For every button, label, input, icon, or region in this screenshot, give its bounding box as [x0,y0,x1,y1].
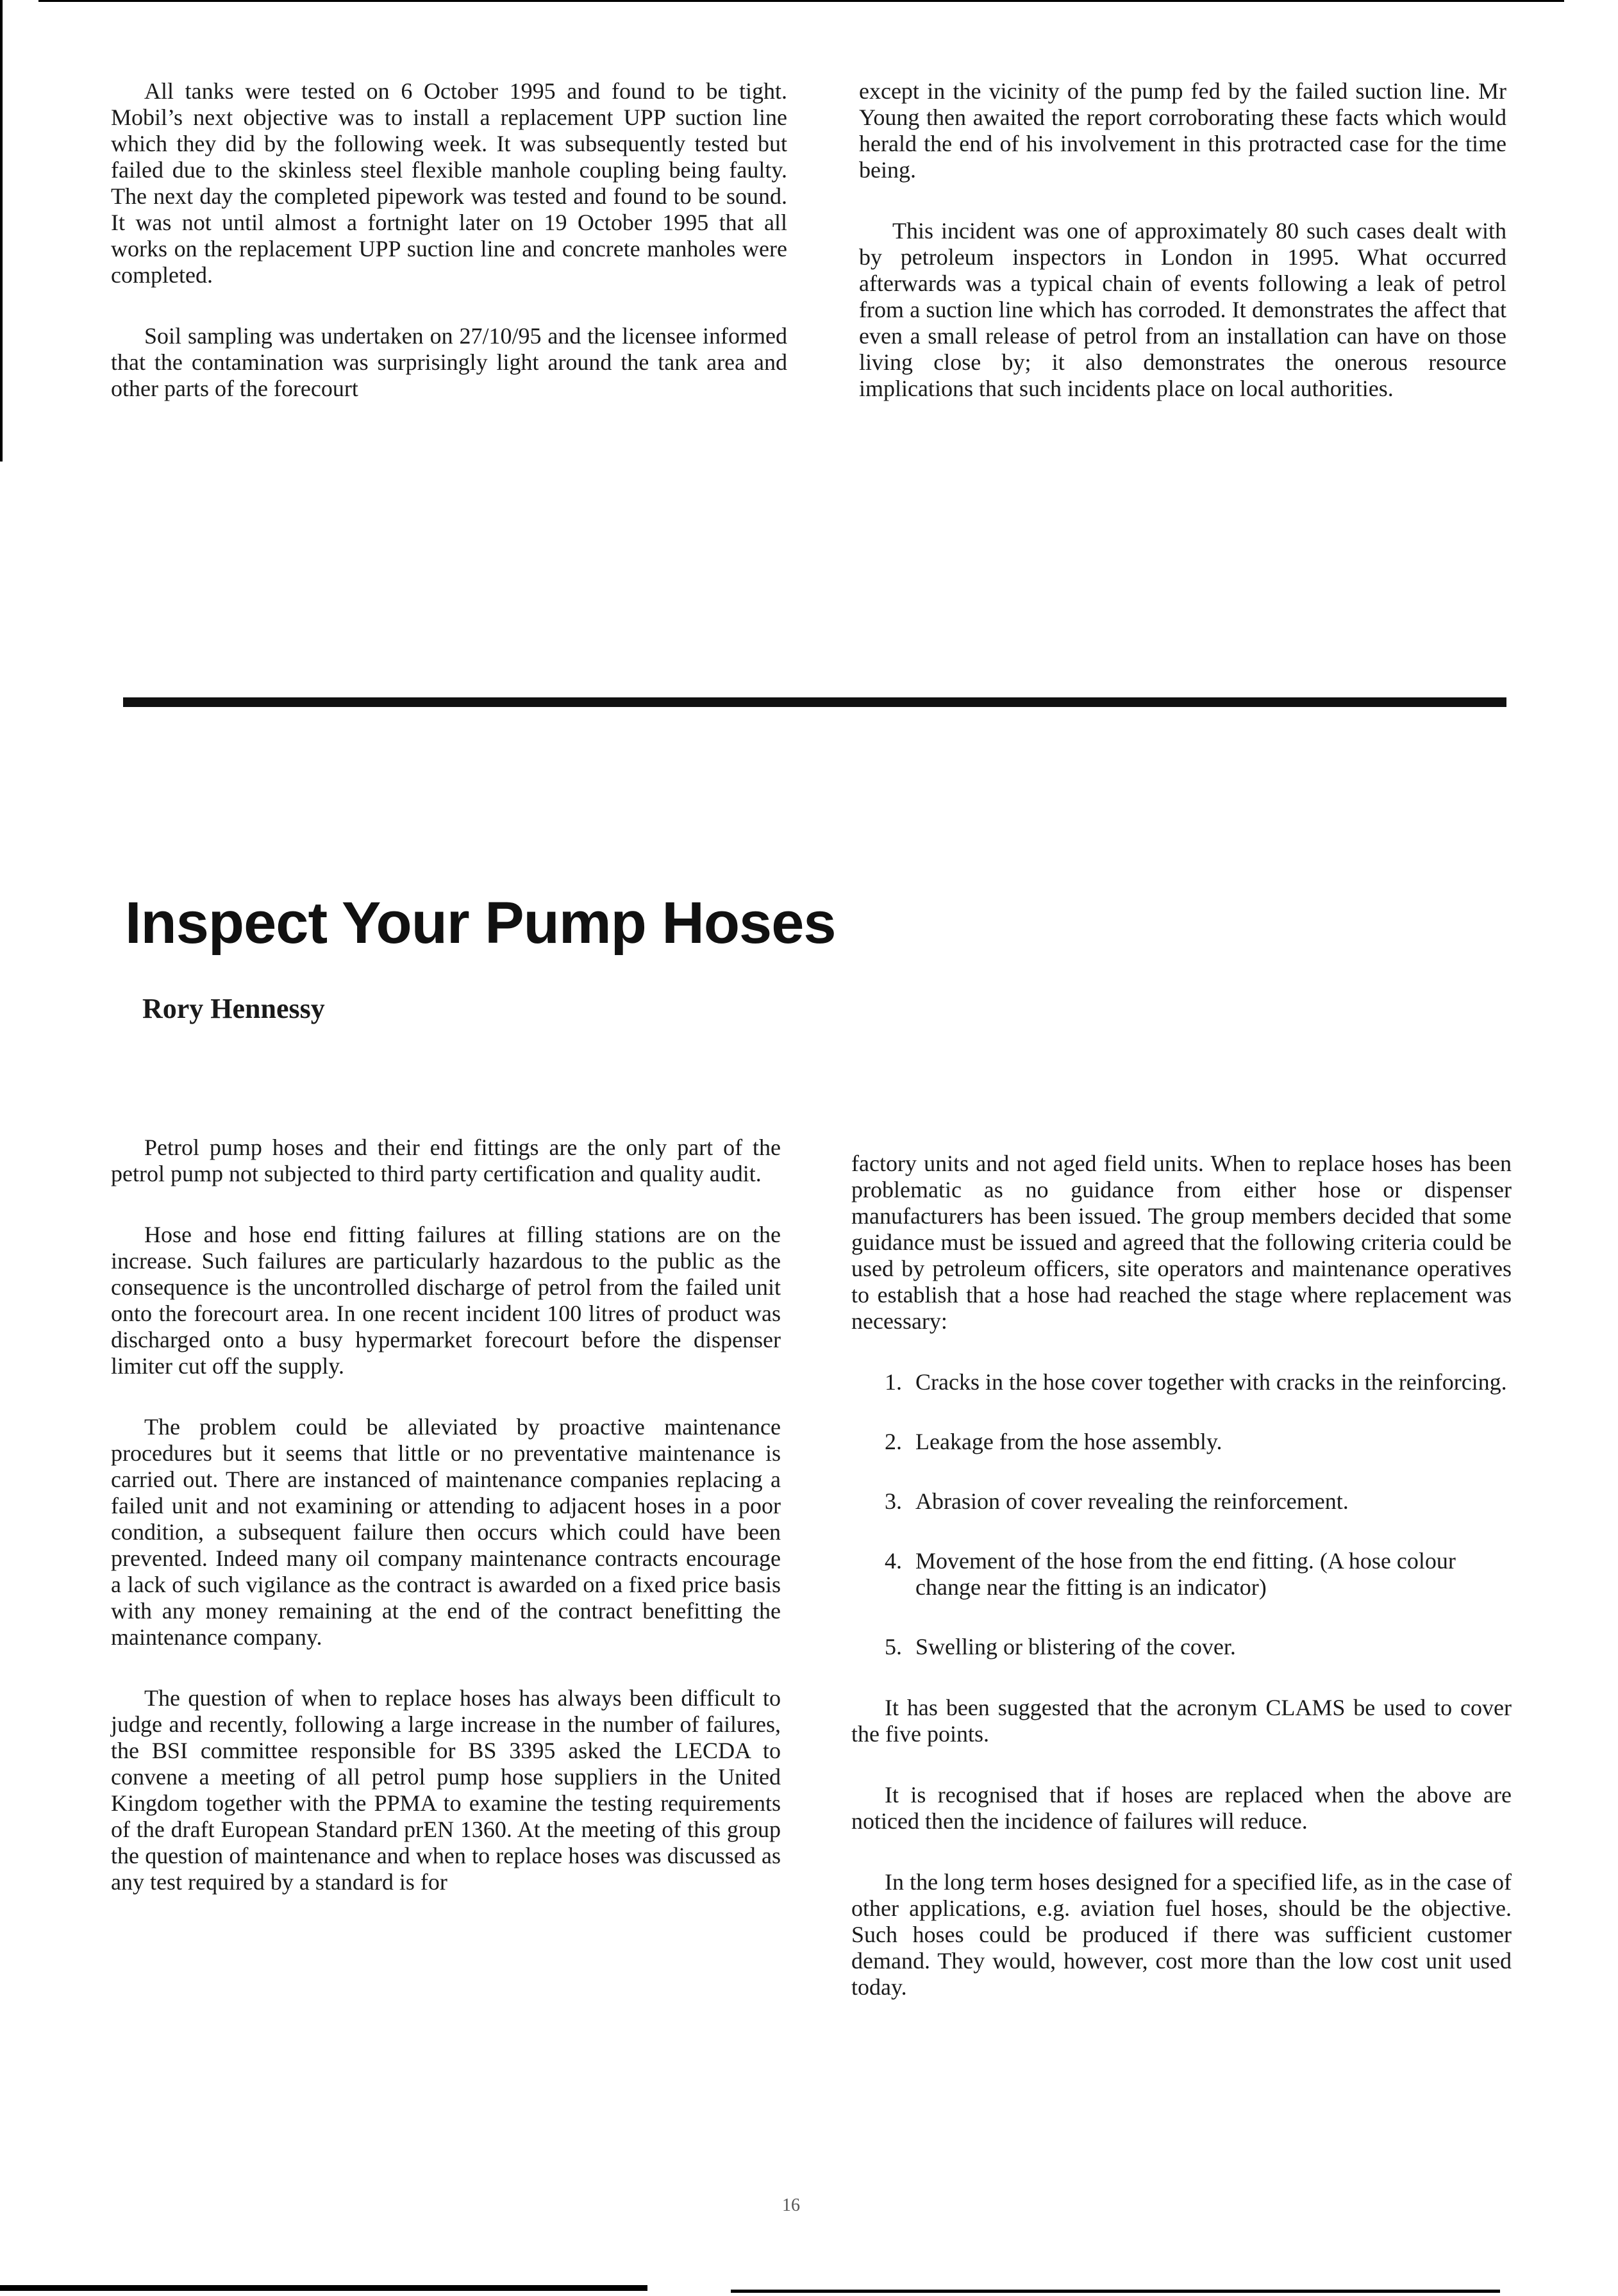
paragraph: This incident was one of approximately 80 such cases dealt with by petroleum inspectors in London in 1995. What occurred afterwards was a typical chain of events following a leak of petrol from a suction line which has corroded. It demonstrates the affect that even a small release of petrol from an installation can have on those living close by; it also demonstrates the onerous resource implications that such incidents place on local authorities. [859,218,1506,401]
list-item [851,1429,1512,1455]
scan-edge-top [38,0,1564,2]
article-right-column [851,1151,1512,2001]
paragraph: except in the vicinity of the pump fed by the failed suction line. Mr Young then awaited the report corroborating these facts which would herald the end of his involvement in this protracted case for the time being. [859,78,1506,183]
paragraph: Soil sampling was undertaken on 27/10/95 and the licensee informed that the contamination was surprisingly light around the tank area and other parts of the forecourt [111,323,787,401]
list-item-number: 5. [885,1634,902,1660]
list-item-text: Cracks in the hose cover together with cracks in the reinforcing. [915,1369,1507,1395]
list-item [851,1548,1512,1601]
list-item-text: Swelling or blistering of the cover. [915,1634,1236,1660]
paragraph: factory units and not aged field units. When to replace hoses has been problematic as no guidance from either hose or dispenser manufacturers has been issued. The group members decided that some guidance must be issued and agreed that the following criteria could be used by petroleum officers, site operators and maintenance operatives to establish that a hose had reached the stage where replacement was necessary: [851,1151,1512,1334]
top-left-column [111,78,787,402]
list-item-text: Abrasion of cover revealing the reinforcement. [915,1488,1349,1514]
list-item-text: Leakage from the hose assembly. [915,1429,1222,1454]
scan-edge-bottom-right [731,2290,1500,2293]
paragraph: All tanks were tested on 6 October 1995 and found to be tight. Mobil’s next objective was to install a replacement UPP suction line which they did by the following week. It was subsequently tested but failed due to the skinless steel flexible manhole coupling being faulty. The next day the completed pipework was tested and found to be sound. It was not until almost a fortnight later on 19 October 1995 that all works on the replacement UPP suction line and concrete manholes were completed. [111,78,787,288]
list-item [851,1634,1512,1660]
paragraph: The question of when to replace hoses has always been difficult to judge and recently, following a large increase in the number of failures, the BSI committee responsible for BS 3395 asked the LECDA to convene a meeting of all petrol pump hose suppliers in the United Kingdom together with the PPMA to examine the testing requirements of the draft European Standard prEN 1360. At the meeting of this group the question of maintenance and when to replace hoses was discussed as any test required by a standard is for [111,1685,781,1895]
list-item-number: 4. [885,1548,902,1574]
article-title: Inspect Your Pump Hoses [125,890,836,956]
list-item-number: 2. [885,1429,902,1454]
paragraph: It is recognised that if hoses are replaced when the above are noticed then the incidence of failures will reduce. [851,1782,1512,1834]
article-author: Rory Hennessy [142,993,325,1024]
list-item [851,1369,1512,1395]
article-left-column [111,1135,781,1895]
paragraph: The problem could be alleviated by proactive maintenance procedures but it seems that little or no preventative maintenance is carried out. There are instanced of maintenance companies replacing a failed unit and not examining or attending to adjacent hoses in a poor condition, a subsequent failure then occurs which could have been prevented. Indeed many oil company maintenance contracts encourage a lack of such vigilance as the contract is awarded on a fixed price basis with any money remaining at the end of the contract benefitting the maintenance company. [111,1414,781,1650]
list-item-text: Movement of the hose from the end fitting. (A hose colour change near the fitting is an indicator) [915,1548,1456,1600]
list-item-number: 3. [885,1488,902,1514]
paragraph: It has been suggested that the acronym CLAMS be used to cover the five points. [851,1695,1512,1747]
criteria-list [851,1369,1512,1660]
section-divider [123,697,1506,707]
paragraph: In the long term hoses designed for a specified life, as in the case of other applications, e.g. aviation fuel hoses, should be the objective. Such hoses could be produced if there was sufficient customer demand. They would, however, cost more than the low cost unit used today. [851,1869,1512,2000]
scan-edge-bottom [0,2285,647,2291]
scan-edge-left [0,0,3,462]
paragraph: Hose and hose end fitting failures at filling stations are on the increase. Such failures are particularly hazardous to the public as the consequence is the uncontrolled discharge of petrol from the failed unit onto the forecourt area. In one recent incident 100 litres of product was discharged onto a busy hypermarket forecourt before the dispenser limiter cut off the supply. [111,1222,781,1379]
page-number: 16 [782,2195,800,2215]
paragraph: Petrol pump hoses and their end fittings are the only part of the petrol pump not subjected to third party certification and quality audit. [111,1135,781,1186]
top-right-column [859,78,1506,402]
list-item [851,1488,1512,1515]
list-item-number: 1. [885,1369,902,1395]
